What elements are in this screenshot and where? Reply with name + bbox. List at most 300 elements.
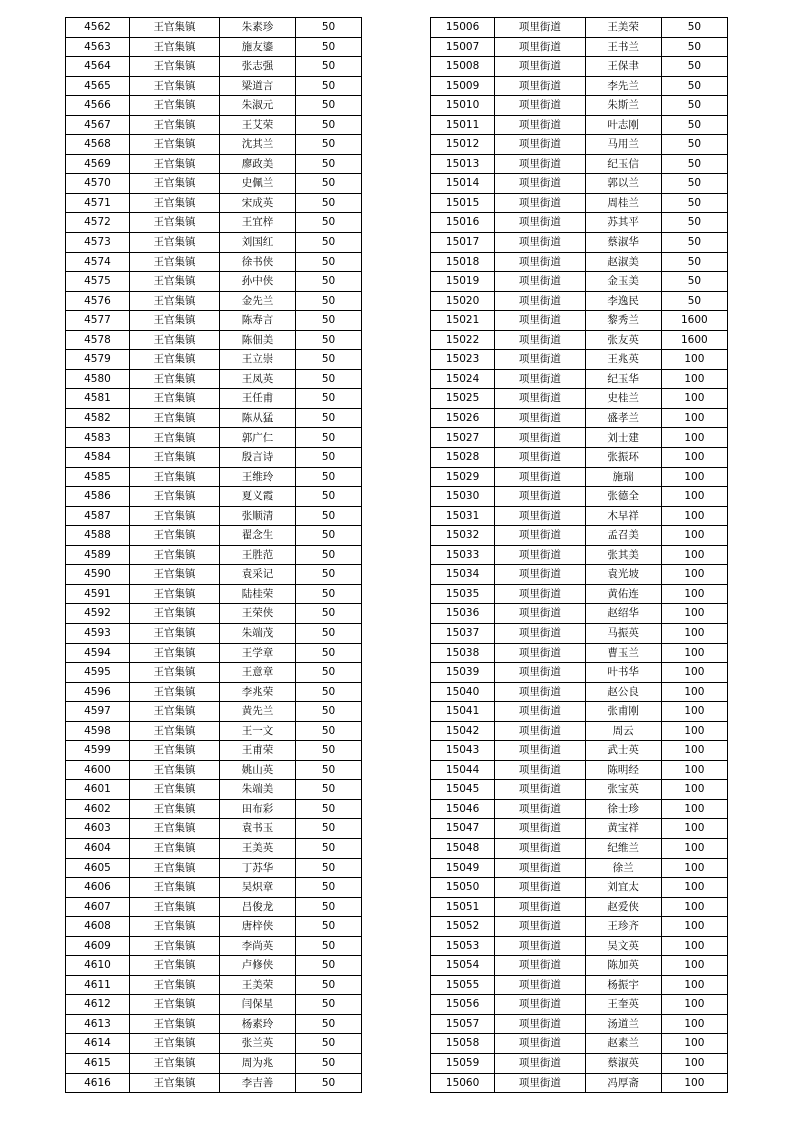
- cell-number: 4578: [66, 330, 130, 350]
- cell-number: 4566: [66, 96, 130, 116]
- cell-district: 项里街道: [495, 467, 585, 487]
- cell-district: 项里街道: [495, 76, 585, 96]
- table-row: [431, 389, 728, 409]
- cell-amount: 100: [661, 956, 727, 976]
- cell-district: 王官集镇: [130, 584, 220, 604]
- cell-number: 4590: [66, 565, 130, 585]
- table-row: [431, 18, 728, 38]
- cell-amount: 50: [296, 663, 362, 683]
- cell-amount: 50: [296, 643, 362, 663]
- cell-name: 马用兰: [585, 135, 661, 155]
- cell-name: 刘宜太: [585, 878, 661, 898]
- cell-district: 王官集镇: [130, 448, 220, 468]
- cell-number: 15057: [431, 1014, 495, 1034]
- table-row: [66, 838, 362, 858]
- cell-district: 项里街道: [495, 663, 585, 683]
- cell-name: 黄先兰: [220, 702, 296, 722]
- table-row: [66, 291, 362, 311]
- cell-name: 翟念生: [220, 526, 296, 546]
- table-row: [66, 604, 362, 624]
- cell-amount: 50: [661, 96, 727, 116]
- cell-number: 15043: [431, 741, 495, 761]
- cell-district: 项里街道: [495, 526, 585, 546]
- table-row: [431, 213, 728, 233]
- cell-number: 4591: [66, 584, 130, 604]
- cell-number: 15045: [431, 780, 495, 800]
- cell-number: 15009: [431, 76, 495, 96]
- cell-amount: 50: [296, 233, 362, 253]
- cell-name: 张其美: [585, 545, 661, 565]
- cell-name: 丁苏华: [220, 858, 296, 878]
- cell-number: 4584: [66, 448, 130, 468]
- cell-amount: 50: [661, 174, 727, 194]
- cell-name: 施友鎏: [220, 37, 296, 57]
- cell-name: 张兰英: [220, 1034, 296, 1054]
- cell-district: 王官集镇: [130, 975, 220, 995]
- cell-district: 王官集镇: [130, 428, 220, 448]
- table-row: [66, 526, 362, 546]
- cell-district: 王官集镇: [130, 487, 220, 507]
- cell-number: 15015: [431, 193, 495, 213]
- cell-amount: 50: [296, 584, 362, 604]
- cell-name: 唐梓侠: [220, 917, 296, 937]
- table-row: [431, 995, 728, 1015]
- table-row: [66, 37, 362, 57]
- cell-name: 刘士建: [585, 428, 661, 448]
- cell-number: 4594: [66, 643, 130, 663]
- cell-number: 4582: [66, 408, 130, 428]
- cell-district: 王官集镇: [130, 956, 220, 976]
- cell-name: 纪玉信: [585, 154, 661, 174]
- cell-district: 王官集镇: [130, 389, 220, 409]
- cell-amount: 100: [661, 369, 727, 389]
- cell-district: 王官集镇: [130, 702, 220, 722]
- table-row: [66, 154, 362, 174]
- right-table: [430, 17, 728, 1093]
- cell-name: 王一文: [220, 721, 296, 741]
- cell-number: 4565: [66, 76, 130, 96]
- cell-amount: 100: [661, 545, 727, 565]
- table-row: [66, 135, 362, 155]
- cell-district: 项里街道: [495, 975, 585, 995]
- cell-district: 项里街道: [495, 96, 585, 116]
- cell-district: 王官集镇: [130, 506, 220, 526]
- cell-number: 15007: [431, 37, 495, 57]
- cell-number: 4597: [66, 702, 130, 722]
- table-row: [431, 448, 728, 468]
- cell-district: 王官集镇: [130, 760, 220, 780]
- cell-district: 王官集镇: [130, 18, 220, 38]
- cell-amount: 100: [661, 741, 727, 761]
- cell-name: 陆桂荣: [220, 584, 296, 604]
- cell-district: 项里街道: [495, 350, 585, 370]
- table-row: [66, 1034, 362, 1054]
- cell-name: 朱素珍: [220, 18, 296, 38]
- cell-amount: 100: [661, 604, 727, 624]
- cell-district: 王官集镇: [130, 76, 220, 96]
- cell-district: 项里街道: [495, 1034, 585, 1054]
- cell-amount: 50: [296, 604, 362, 624]
- cell-amount: 100: [661, 487, 727, 507]
- cell-name: 朱端茂: [220, 623, 296, 643]
- cell-number: 15011: [431, 115, 495, 135]
- cell-district: 项里街道: [495, 57, 585, 77]
- cell-name: 沈其兰: [220, 135, 296, 155]
- cell-district: 王官集镇: [130, 995, 220, 1015]
- cell-number: 15049: [431, 858, 495, 878]
- cell-name: 孟召美: [585, 526, 661, 546]
- cell-district: 项里街道: [495, 428, 585, 448]
- cell-name: 徐士珍: [585, 799, 661, 819]
- cell-district: 王官集镇: [130, 721, 220, 741]
- cell-district: 项里街道: [495, 956, 585, 976]
- cell-name: 王维玲: [220, 467, 296, 487]
- table-row: [431, 350, 728, 370]
- table-row: [66, 643, 362, 663]
- cell-number: 4587: [66, 506, 130, 526]
- cell-name: 冯厚斋: [585, 1073, 661, 1093]
- cell-name: 黄宝祥: [585, 819, 661, 839]
- cell-number: 15008: [431, 57, 495, 77]
- cell-district: 王官集镇: [130, 193, 220, 213]
- cell-amount: 100: [661, 799, 727, 819]
- table-row: [66, 76, 362, 96]
- cell-name: 王珍齐: [585, 917, 661, 937]
- table-row: [431, 623, 728, 643]
- table-row: [431, 799, 728, 819]
- table-row: [431, 526, 728, 546]
- cell-amount: 50: [661, 18, 727, 38]
- cell-number: 4571: [66, 193, 130, 213]
- cell-amount: 50: [296, 838, 362, 858]
- cell-name: 徐书侠: [220, 252, 296, 272]
- cell-district: 项里街道: [495, 369, 585, 389]
- table-row: [66, 799, 362, 819]
- cell-name: 郭广仁: [220, 428, 296, 448]
- cell-amount: 100: [661, 408, 727, 428]
- cell-district: 王官集镇: [130, 897, 220, 917]
- cell-amount: 100: [661, 643, 727, 663]
- cell-amount: 50: [296, 57, 362, 77]
- cell-name: 姚山英: [220, 760, 296, 780]
- cell-number: 15052: [431, 917, 495, 937]
- cell-name: 王荣侠: [220, 604, 296, 624]
- table-row: [431, 57, 728, 77]
- cell-amount: 50: [296, 936, 362, 956]
- cell-number: 15020: [431, 291, 495, 311]
- cell-number: 4595: [66, 663, 130, 683]
- cell-name: 陈从猛: [220, 408, 296, 428]
- cell-number: 15017: [431, 233, 495, 253]
- cell-number: 4575: [66, 272, 130, 292]
- cell-amount: 50: [296, 780, 362, 800]
- cell-amount: 100: [661, 838, 727, 858]
- table-row: [431, 272, 728, 292]
- cell-amount: 50: [296, 252, 362, 272]
- cell-amount: 50: [296, 975, 362, 995]
- cell-number: 4568: [66, 135, 130, 155]
- cell-district: 王官集镇: [130, 37, 220, 57]
- cell-name: 金玉美: [585, 272, 661, 292]
- cell-name: 木早祥: [585, 506, 661, 526]
- cell-amount: 50: [661, 76, 727, 96]
- table-row: [431, 291, 728, 311]
- cell-district: 王官集镇: [130, 1034, 220, 1054]
- table-row: [431, 37, 728, 57]
- cell-number: 4572: [66, 213, 130, 233]
- cell-name: 徐兰: [585, 858, 661, 878]
- cell-name: 王凤英: [220, 369, 296, 389]
- cell-name: 马振英: [585, 623, 661, 643]
- cell-amount: 1600: [661, 311, 727, 331]
- cell-number: 15050: [431, 878, 495, 898]
- cell-district: 王官集镇: [130, 526, 220, 546]
- cell-name: 叶书华: [585, 663, 661, 683]
- table-row: [66, 623, 362, 643]
- table-row: [431, 193, 728, 213]
- cell-district: 王官集镇: [130, 233, 220, 253]
- table-row: [431, 819, 728, 839]
- cell-number: 15023: [431, 350, 495, 370]
- cell-number: 4616: [66, 1073, 130, 1093]
- cell-amount: 50: [296, 858, 362, 878]
- table-row: [431, 154, 728, 174]
- cell-amount: 100: [661, 819, 727, 839]
- cell-amount: 50: [296, 389, 362, 409]
- cell-number: 15051: [431, 897, 495, 917]
- cell-district: 王官集镇: [130, 643, 220, 663]
- cell-number: 4562: [66, 18, 130, 38]
- table-row: [66, 780, 362, 800]
- cell-number: 15022: [431, 330, 495, 350]
- table-row: [66, 545, 362, 565]
- cell-amount: 50: [296, 272, 362, 292]
- cell-amount: 50: [296, 702, 362, 722]
- table-row: [66, 311, 362, 331]
- cell-name: 张顺清: [220, 506, 296, 526]
- table-row: [66, 350, 362, 370]
- cell-name: 廖政美: [220, 154, 296, 174]
- cell-district: 项里街道: [495, 213, 585, 233]
- cell-number: 15034: [431, 565, 495, 585]
- cell-number: 15054: [431, 956, 495, 976]
- table-row: [66, 584, 362, 604]
- cell-district: 王官集镇: [130, 154, 220, 174]
- cell-name: 张振环: [585, 448, 661, 468]
- cell-name: 赵爱侠: [585, 897, 661, 917]
- cell-district: 王官集镇: [130, 1073, 220, 1093]
- cell-name: 黎秀兰: [585, 311, 661, 331]
- table-row: [431, 428, 728, 448]
- cell-district: 王官集镇: [130, 819, 220, 839]
- cell-amount: 100: [661, 780, 727, 800]
- cell-number: 4614: [66, 1034, 130, 1054]
- cell-number: 15014: [431, 174, 495, 194]
- cell-number: 4600: [66, 760, 130, 780]
- cell-district: 王官集镇: [130, 936, 220, 956]
- cell-amount: 50: [296, 897, 362, 917]
- cell-district: 项里街道: [495, 878, 585, 898]
- cell-district: 王官集镇: [130, 369, 220, 389]
- cell-number: 15030: [431, 487, 495, 507]
- table-row: [66, 760, 362, 780]
- cell-district: 项里街道: [495, 233, 585, 253]
- cell-number: 4610: [66, 956, 130, 976]
- cell-amount: 50: [296, 819, 362, 839]
- cell-name: 王胜范: [220, 545, 296, 565]
- cell-district: 王官集镇: [130, 467, 220, 487]
- cell-district: 王官集镇: [130, 858, 220, 878]
- cell-name: 王宜梓: [220, 213, 296, 233]
- cell-amount: 50: [661, 154, 727, 174]
- table-row: [431, 897, 728, 917]
- cell-number: 4598: [66, 721, 130, 741]
- table-row: [66, 819, 362, 839]
- cell-name: 赵素兰: [585, 1034, 661, 1054]
- cell-name: 杨素玲: [220, 1014, 296, 1034]
- cell-number: 15028: [431, 448, 495, 468]
- cell-amount: 50: [296, 311, 362, 331]
- cell-district: 王官集镇: [130, 878, 220, 898]
- cell-number: 15055: [431, 975, 495, 995]
- table-row: [431, 604, 728, 624]
- cell-name: 卢修侠: [220, 956, 296, 976]
- cell-amount: 50: [296, 545, 362, 565]
- cell-district: 项里街道: [495, 917, 585, 937]
- table-row: [66, 917, 362, 937]
- cell-district: 项里街道: [495, 780, 585, 800]
- cell-name: 史佩兰: [220, 174, 296, 194]
- table-row: [431, 975, 728, 995]
- cell-amount: 50: [296, 995, 362, 1015]
- cell-district: 王官集镇: [130, 272, 220, 292]
- cell-district: 项里街道: [495, 272, 585, 292]
- cell-name: 王立崇: [220, 350, 296, 370]
- cell-name: 李兆荣: [220, 682, 296, 702]
- cell-amount: 50: [296, 487, 362, 507]
- cell-name: 梁道言: [220, 76, 296, 96]
- cell-name: 陈寿言: [220, 311, 296, 331]
- cell-name: 周云: [585, 721, 661, 741]
- cell-district: 项里街道: [495, 721, 585, 741]
- cell-amount: 50: [296, 623, 362, 643]
- table-row: [431, 643, 728, 663]
- cell-amount: 50: [296, 174, 362, 194]
- table-row: [66, 330, 362, 350]
- cell-amount: 50: [661, 252, 727, 272]
- cell-district: 项里街道: [495, 995, 585, 1015]
- cell-amount: 50: [296, 467, 362, 487]
- cell-district: 项里街道: [495, 545, 585, 565]
- cell-district: 项里街道: [495, 408, 585, 428]
- cell-name: 黄佑连: [585, 584, 661, 604]
- table-row: [66, 936, 362, 956]
- cell-number: 15033: [431, 545, 495, 565]
- cell-amount: 100: [661, 1073, 727, 1093]
- table-row: [66, 1014, 362, 1034]
- table-row: [431, 760, 728, 780]
- cell-amount: 100: [661, 1034, 727, 1054]
- cell-number: 4569: [66, 154, 130, 174]
- table-row: [66, 467, 362, 487]
- cell-number: 15041: [431, 702, 495, 722]
- cell-amount: 1600: [661, 330, 727, 350]
- cell-number: 4581: [66, 389, 130, 409]
- table-row: [66, 389, 362, 409]
- cell-amount: 50: [296, 448, 362, 468]
- table-row: [66, 975, 362, 995]
- cell-amount: 50: [661, 272, 727, 292]
- cell-district: 项里街道: [495, 838, 585, 858]
- cell-name: 纪玉华: [585, 369, 661, 389]
- cell-name: 王美荣: [220, 975, 296, 995]
- cell-name: 李先兰: [585, 76, 661, 96]
- cell-amount: 50: [296, 878, 362, 898]
- cell-amount: 50: [296, 154, 362, 174]
- cell-name: 张宝英: [585, 780, 661, 800]
- table-row: [66, 878, 362, 898]
- cell-amount: 100: [661, 584, 727, 604]
- cell-name: 宋成英: [220, 193, 296, 213]
- table-row: [431, 936, 728, 956]
- cell-amount: 100: [661, 526, 727, 546]
- cell-name: 王美荣: [585, 18, 661, 38]
- cell-district: 项里街道: [495, 389, 585, 409]
- table-row: [66, 702, 362, 722]
- cell-amount: 50: [296, 565, 362, 585]
- cell-district: 王官集镇: [130, 799, 220, 819]
- cell-amount: 50: [296, 291, 362, 311]
- cell-district: 王官集镇: [130, 96, 220, 116]
- cell-name: 纪维兰: [585, 838, 661, 858]
- table-row: [66, 858, 362, 878]
- cell-number: 4589: [66, 545, 130, 565]
- cell-name: 朱端美: [220, 780, 296, 800]
- cell-district: 项里街道: [495, 193, 585, 213]
- table-row: [66, 233, 362, 253]
- cell-name: 吴炽章: [220, 878, 296, 898]
- cell-district: 王官集镇: [130, 838, 220, 858]
- cell-number: 4573: [66, 233, 130, 253]
- cell-number: 4583: [66, 428, 130, 448]
- cell-amount: 50: [296, 37, 362, 57]
- cell-name: 周为兆: [220, 1053, 296, 1073]
- cell-number: 15006: [431, 18, 495, 38]
- table-row: [66, 96, 362, 116]
- cell-amount: 50: [296, 682, 362, 702]
- table-row: [66, 506, 362, 526]
- cell-district: 项里街道: [495, 643, 585, 663]
- cell-number: 4563: [66, 37, 130, 57]
- cell-number: 15040: [431, 682, 495, 702]
- cell-amount: 100: [661, 663, 727, 683]
- cell-number: 15053: [431, 936, 495, 956]
- cell-amount: 50: [296, 330, 362, 350]
- cell-number: 4592: [66, 604, 130, 624]
- cell-name: 王任甫: [220, 389, 296, 409]
- table-row: [66, 57, 362, 77]
- cell-amount: 100: [661, 506, 727, 526]
- cell-number: 4604: [66, 838, 130, 858]
- cell-number: 15032: [431, 526, 495, 546]
- cell-name: 施瑞: [585, 467, 661, 487]
- cell-district: 王官集镇: [130, 604, 220, 624]
- table-row: [66, 487, 362, 507]
- table-row: [431, 506, 728, 526]
- cell-district: 项里街道: [495, 291, 585, 311]
- cell-number: 4599: [66, 741, 130, 761]
- cell-amount: 50: [296, 1014, 362, 1034]
